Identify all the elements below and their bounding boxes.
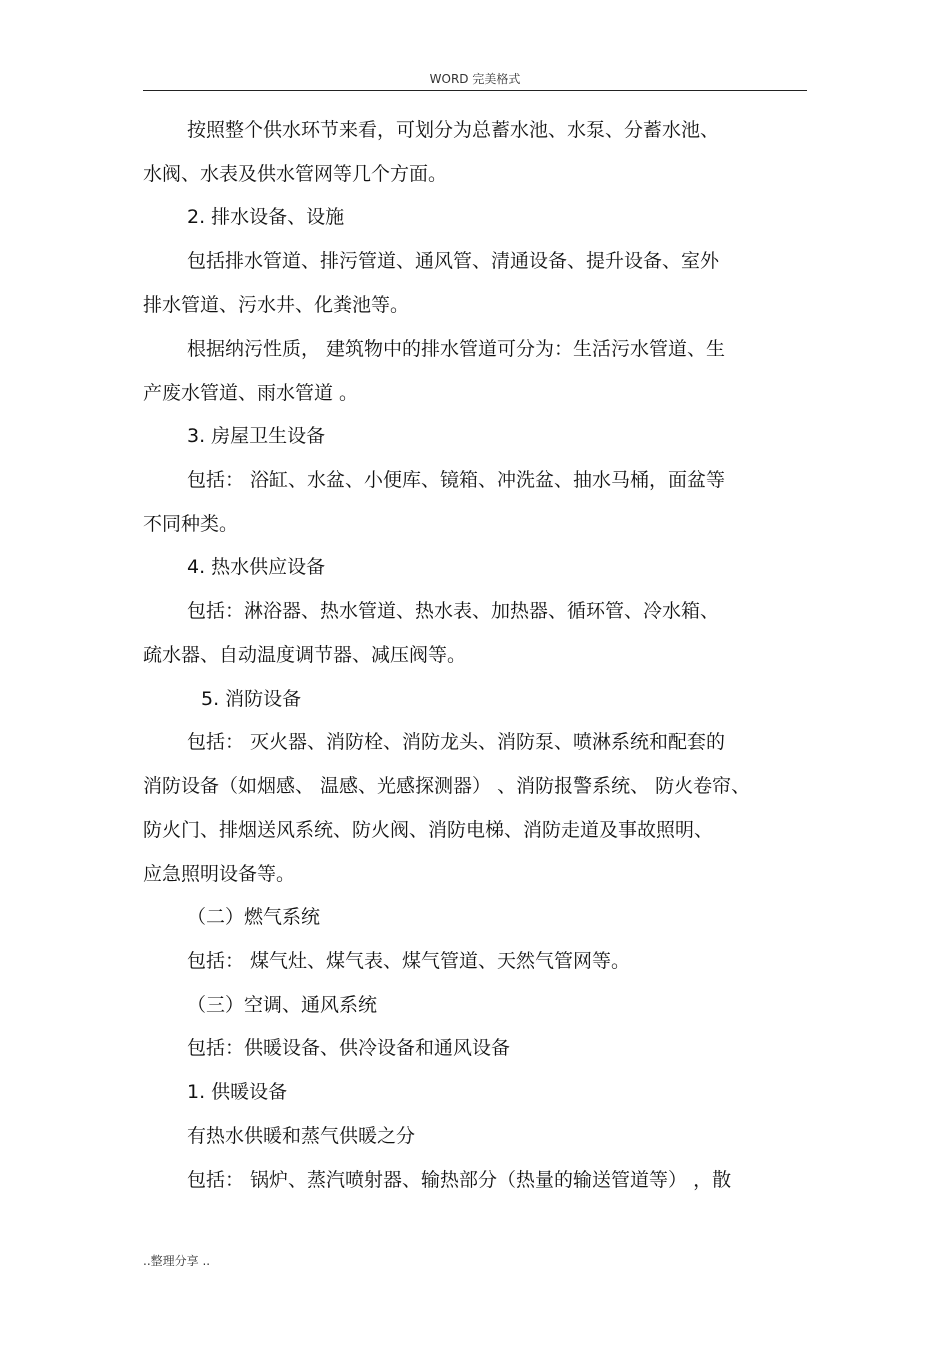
page-footer: ..整理分享 .. (143, 1254, 211, 1268)
section-heading: 3. 房屋卫生设备 (187, 425, 326, 447)
body-line: 根据纳污性质， 建筑物中的排水管道可分为：生活污水管道、生 (187, 338, 726, 360)
body-line: 排水管道、污水井、化粪池等。 (143, 294, 410, 316)
section-heading: （三）空调、通风系统 (187, 994, 378, 1016)
body-line: 包括： 浴缸、水盆、小便库、镜箱、冲洗盆、抽水马桶，面盆等 (187, 469, 726, 491)
body-line: 不同种类。 (143, 513, 239, 535)
body-line: 消防设备（如烟感、 温感、光感探测器） 、消防报警系统、 防火卷帘、 (143, 775, 751, 797)
body-line: 水阀、水表及供水管网等几个方面。 (143, 163, 448, 185)
body-line: 包括排水管道、排污管道、通风管、清通设备、提升设备、室外 (187, 250, 720, 272)
body-line: 产废水管道、雨水管道 。 (143, 382, 359, 404)
section-heading: 5. 消防设备 (201, 688, 302, 710)
body-line: 疏水器、自动温度调节器、减压阀等。 (143, 644, 467, 666)
body-line: 包括： 煤气灶、煤气表、煤气管道、天然气管网等。 (187, 950, 631, 972)
page-header: WORD 完美格式 (429, 72, 521, 86)
section-heading: 1. 供暖设备 (187, 1081, 288, 1103)
body-line: 防火门、排烟送风系统、防火阀、消防电梯、消防走道及事故照明、 (143, 819, 714, 841)
section-heading: 4. 热水供应设备 (187, 556, 326, 578)
section-heading: （二）燃气系统 (187, 906, 321, 928)
body-line: 按照整个供水环节来看，可划分为总蓄水池、水泵、分蓄水池、 (187, 119, 720, 141)
body-line: 包括：淋浴器、热水管道、热水表、加热器、循环管、冷水箱、 (187, 600, 720, 622)
header-divider (143, 90, 807, 91)
body-line: 有热水供暖和蒸气供暖之分 (187, 1125, 416, 1147)
body-line: 包括：供暖设备、供冷设备和通风设备 (187, 1037, 511, 1059)
body-line: 应急照明设备等。 (143, 863, 296, 885)
body-line: 包括： 锅炉、蒸汽喷射器、输热部分（热量的输送管道等） ，散 (187, 1169, 732, 1191)
section-heading: 2. 排水设备、设施 (187, 206, 345, 228)
body-line: 包括： 灭火器、消防栓、消防龙头、消防泵、喷淋系统和配套的 (187, 731, 726, 753)
